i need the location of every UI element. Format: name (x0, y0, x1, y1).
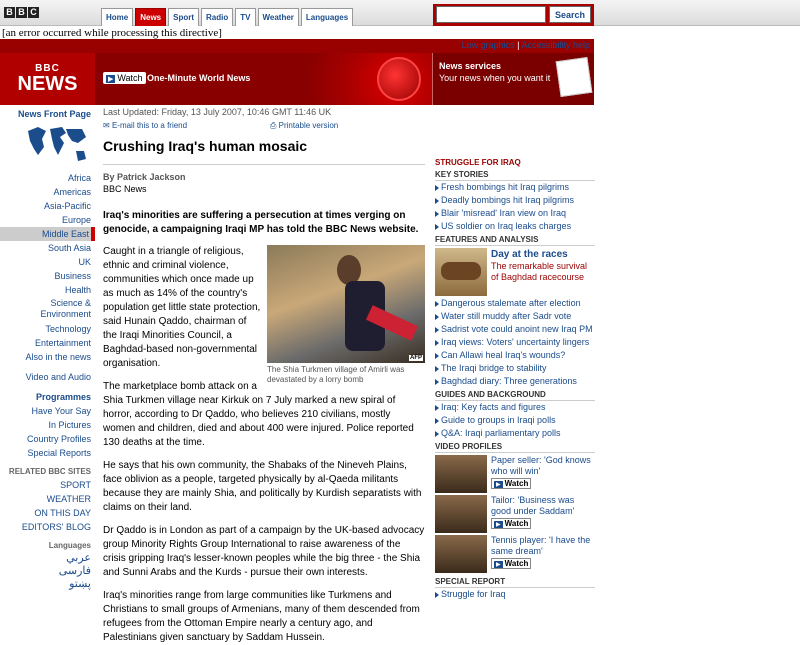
guide-link[interactable]: Q&A: Iraqi parliamentary polls (435, 427, 595, 440)
nav-news-front-page[interactable]: News Front Page (17, 109, 91, 119)
search-box (433, 4, 594, 26)
print-link-label: Printable version (278, 121, 339, 130)
watch-label: Watch (504, 519, 529, 528)
video-thumbnail (435, 495, 487, 533)
article-paragraph: The marketplace bomb attack on a Shia Turkmen village near Kirkuk on 7 July marked a new spiral of horror, according to Dr Qaddo, who believes 210 civilians, mostly women and children, died and about 400 were injured. Police reported 130 deaths at the time. (103, 381, 414, 448)
watch-label: Watch (117, 73, 143, 83)
utility-strip (0, 39, 594, 53)
mobile-device-icon (556, 57, 593, 97)
feature-link[interactable]: Water still muddy after Sadr vote (435, 310, 595, 323)
feature-link[interactable]: Iraq views: Voters' uncertainty lingers (435, 336, 595, 349)
related-weather-link[interactable]: WEATHER (46, 494, 91, 504)
envelope-icon: ✉ (103, 121, 112, 130)
tab-home[interactable]: Home (101, 8, 133, 26)
guides-heading: GUIDES AND BACKGROUND (435, 390, 595, 401)
key-story-link[interactable]: Blair 'misread' Iran view on Iraq (435, 207, 595, 220)
play-icon: ▶ (496, 562, 501, 568)
left-navigation (0, 107, 95, 591)
language-persian-link[interactable]: فارسی (58, 565, 91, 577)
nav-also-in-the-news[interactable]: Also in the news (25, 352, 91, 362)
watch-button[interactable] (103, 72, 146, 84)
sidebar-title[interactable]: STRUGGLE FOR IRAQ (435, 158, 521, 167)
watch-label: Watch (504, 559, 529, 568)
printer-icon: ⎙ (270, 121, 279, 130)
feature-promo[interactable] (435, 248, 595, 296)
email-link-label: E-mail this to a friend (111, 121, 188, 130)
nav-video-audio[interactable]: Video and Audio (25, 372, 91, 382)
nav-region-middle-east[interactable]: Middle East (0, 227, 95, 241)
logo-letter: C (28, 7, 39, 18)
article-body (103, 245, 425, 645)
feature-image (435, 248, 487, 296)
bbc-news-logo[interactable] (0, 53, 95, 105)
video-profile[interactable] (435, 495, 595, 533)
nav-programmes[interactable]: Programmes (35, 392, 91, 402)
logo-letter: B (16, 7, 27, 18)
nav-region-americas[interactable]: Americas (53, 187, 91, 197)
feature-link[interactable]: Dangerous stalemate after election (435, 297, 595, 310)
watch-button[interactable] (491, 558, 531, 569)
watch-button[interactable] (491, 478, 531, 489)
accessibility-help-link[interactable]: Accessibility help (521, 40, 590, 50)
world-map-icon[interactable] (0, 121, 95, 171)
printable-version-link[interactable] (270, 119, 338, 133)
source: BBC News (103, 184, 147, 194)
article-photo (267, 245, 425, 363)
related-sites-heading: RELATED BBC SITES (8, 467, 91, 476)
feature-link[interactable]: Sadrist vote could anoint new Iraq PM (435, 323, 595, 336)
logo-bbc-text: BBC (35, 63, 60, 74)
photo-credit: AFP (410, 355, 422, 361)
link-separator: | (514, 40, 522, 50)
key-story-link[interactable]: US soldier on Iraq leaks charges (435, 220, 595, 233)
tab-radio[interactable]: Radio (201, 8, 233, 26)
play-icon: ▶ (496, 482, 501, 488)
nav-region-europe[interactable]: Europe (61, 215, 91, 225)
article-paragraph: Iraq's minorities range from large communities like Turkmens and Christians to small groups of Armenians, many of them descended from refugees from the Ottoman Empire nearly a century ago, and Palestinians given sanctuary by Saddam Hussein. (103, 590, 420, 643)
article-paragraph: Caught in a triangle of religious, ethnic and criminal violence, communities which once made up as much as 14% of the country's population get little state protection, said Hunain Qaddo, chairman of the Iraqi Minorities Council, a Baghdad-based non-governmental organisation. (103, 246, 261, 369)
byline (103, 171, 425, 195)
nav-country-profiles[interactable]: Country Profiles (26, 434, 91, 444)
video-thumbnail (435, 535, 487, 573)
feature-title: Day at the races (491, 249, 568, 260)
article-main (103, 105, 425, 645)
news-services-title: News services (439, 61, 502, 71)
nav-in-pictures[interactable]: In Pictures (48, 420, 91, 430)
photo-caption: The Shia Turkmen village of Amirli was devastated by a lorry bomb (267, 365, 405, 384)
related-sidebar (435, 158, 595, 601)
error-message: [an error occurred while processing this directive] (2, 27, 222, 39)
bbc-logo[interactable] (4, 7, 39, 18)
nav-region-uk[interactable]: UK (78, 257, 91, 267)
key-story-link[interactable]: Deadly bombings hit Iraq pilgrims (435, 194, 595, 207)
logo-letter: B (4, 7, 15, 18)
tab-tv[interactable]: TV (235, 8, 255, 26)
article-photo-figure (267, 245, 425, 385)
logo-news-text: NEWS (17, 73, 78, 95)
language-pashto-link[interactable]: پښتو (69, 578, 91, 590)
guide-link[interactable]: Iraq: Key facts and figures (435, 401, 595, 414)
article-headline: Crushing Iraq's human mosaic (103, 137, 425, 165)
nav-have-your-say[interactable]: Have Your Say (31, 406, 91, 416)
video-profile[interactable] (435, 455, 595, 493)
watch-button[interactable] (491, 518, 531, 529)
related-editors-blog-link[interactable]: EDITORS' BLOG (21, 522, 91, 532)
article-paragraph: He says that his own community, the Shabaks of the Nineveh Plains, face oblivion as a people, targeted physically by al-Qaeda militants because they are mainly Shia, and politically by Kurdish separatists with claims on their land. (103, 460, 422, 513)
feature-link[interactable]: The Iraqi bridge to stability (435, 362, 595, 375)
guide-link[interactable]: Guide to groups in Iraqi polls (435, 414, 595, 427)
tab-sport[interactable]: Sport (168, 8, 199, 26)
feature-link[interactable]: Baghdad diary: Three generations (435, 375, 595, 388)
nav-special-reports[interactable]: Special Reports (27, 448, 91, 458)
video-thumbnail (435, 455, 487, 493)
feature-link[interactable]: Can Allawi heal Iraq's wounds? (435, 349, 595, 362)
watch-label: Watch (504, 479, 529, 488)
one-minute-world-news-link[interactable]: One-Minute World News (147, 73, 251, 83)
globe-icon (377, 57, 421, 101)
nav-science-environment[interactable]: Science & Environment (40, 298, 91, 319)
special-report-heading: SPECIAL REPORT (435, 577, 595, 588)
news-services-subtitle: Your news when you want it (439, 73, 551, 83)
article-paragraph: Dr Qaddo is in London as part of a campaign by the UK-based advocacy group Minority Rights Group International to raise awareness of the crisis gripping Iraq's lesser-known peoples while the big three - the Shia and Sunni Arabs and the Kurds - pursue their own interests. (103, 525, 425, 578)
nav-entertainment[interactable]: Entertainment (34, 338, 91, 348)
play-icon: ▶ (496, 522, 501, 528)
feature-text: The remarkable survival of Baghdad racecourse (491, 261, 588, 282)
low-graphics-link[interactable]: Low graphics (461, 40, 515, 50)
article-intro: Iraq's minorities are suffering a persecution at times verging on genocide, a campaigning Iraqi MP has told the BBC News website. (103, 210, 419, 235)
tab-weather[interactable]: Weather (258, 8, 299, 26)
related-sport-link[interactable]: SPORT (60, 480, 91, 490)
video-title: Paper seller: 'God knows who will win' (491, 455, 591, 476)
video-profiles-heading: VIDEO PROFILES (435, 442, 595, 453)
horse-shape (441, 262, 481, 280)
search-button[interactable]: Search (549, 6, 591, 23)
news-services-promo[interactable] (432, 53, 594, 105)
related-on-this-day-link[interactable]: ON THIS DAY (34, 508, 91, 518)
key-stories-heading: KEY STORIES (435, 170, 595, 181)
nav-technology[interactable]: Technology (45, 324, 91, 334)
nav-business[interactable]: Business (54, 271, 91, 281)
tab-languages[interactable]: Languages (301, 8, 353, 26)
search-input[interactable] (436, 6, 546, 23)
languages-heading: Languages (48, 541, 91, 550)
email-to-friend-link[interactable] (103, 119, 187, 133)
features-heading: FEATURES AND ANALYSIS (435, 235, 595, 246)
video-title: Tennis player: 'I have the same dream' (491, 535, 591, 556)
last-updated: Last Updated: Friday, 13 July 2007, 10:46 GMT 11:46 UK (103, 107, 332, 117)
tab-news[interactable]: News (135, 8, 166, 26)
video-title: Tailor: 'Business was good under Saddam' (491, 495, 575, 516)
one-minute-promo (95, 53, 432, 105)
nav-region-asia-pacific[interactable]: Asia-Pacific (43, 201, 91, 211)
news-banner (0, 53, 594, 105)
author: By Patrick Jackson (103, 172, 186, 182)
article-tools (103, 119, 425, 133)
nav-region-africa[interactable]: Africa (67, 173, 91, 183)
key-story-link[interactable]: Fresh bombings hit Iraq pilgrims (435, 181, 595, 194)
special-report-link[interactable]: Struggle for Iraq (435, 588, 595, 601)
nav-region-south-asia[interactable]: South Asia (47, 243, 91, 253)
top-navigation-bar (0, 0, 800, 26)
play-icon: ▶ (108, 76, 114, 83)
video-profile[interactable] (435, 535, 595, 573)
language-arabic-link[interactable]: عربي (66, 552, 91, 564)
nav-health[interactable]: Health (64, 285, 91, 295)
site-tabs (101, 8, 353, 26)
